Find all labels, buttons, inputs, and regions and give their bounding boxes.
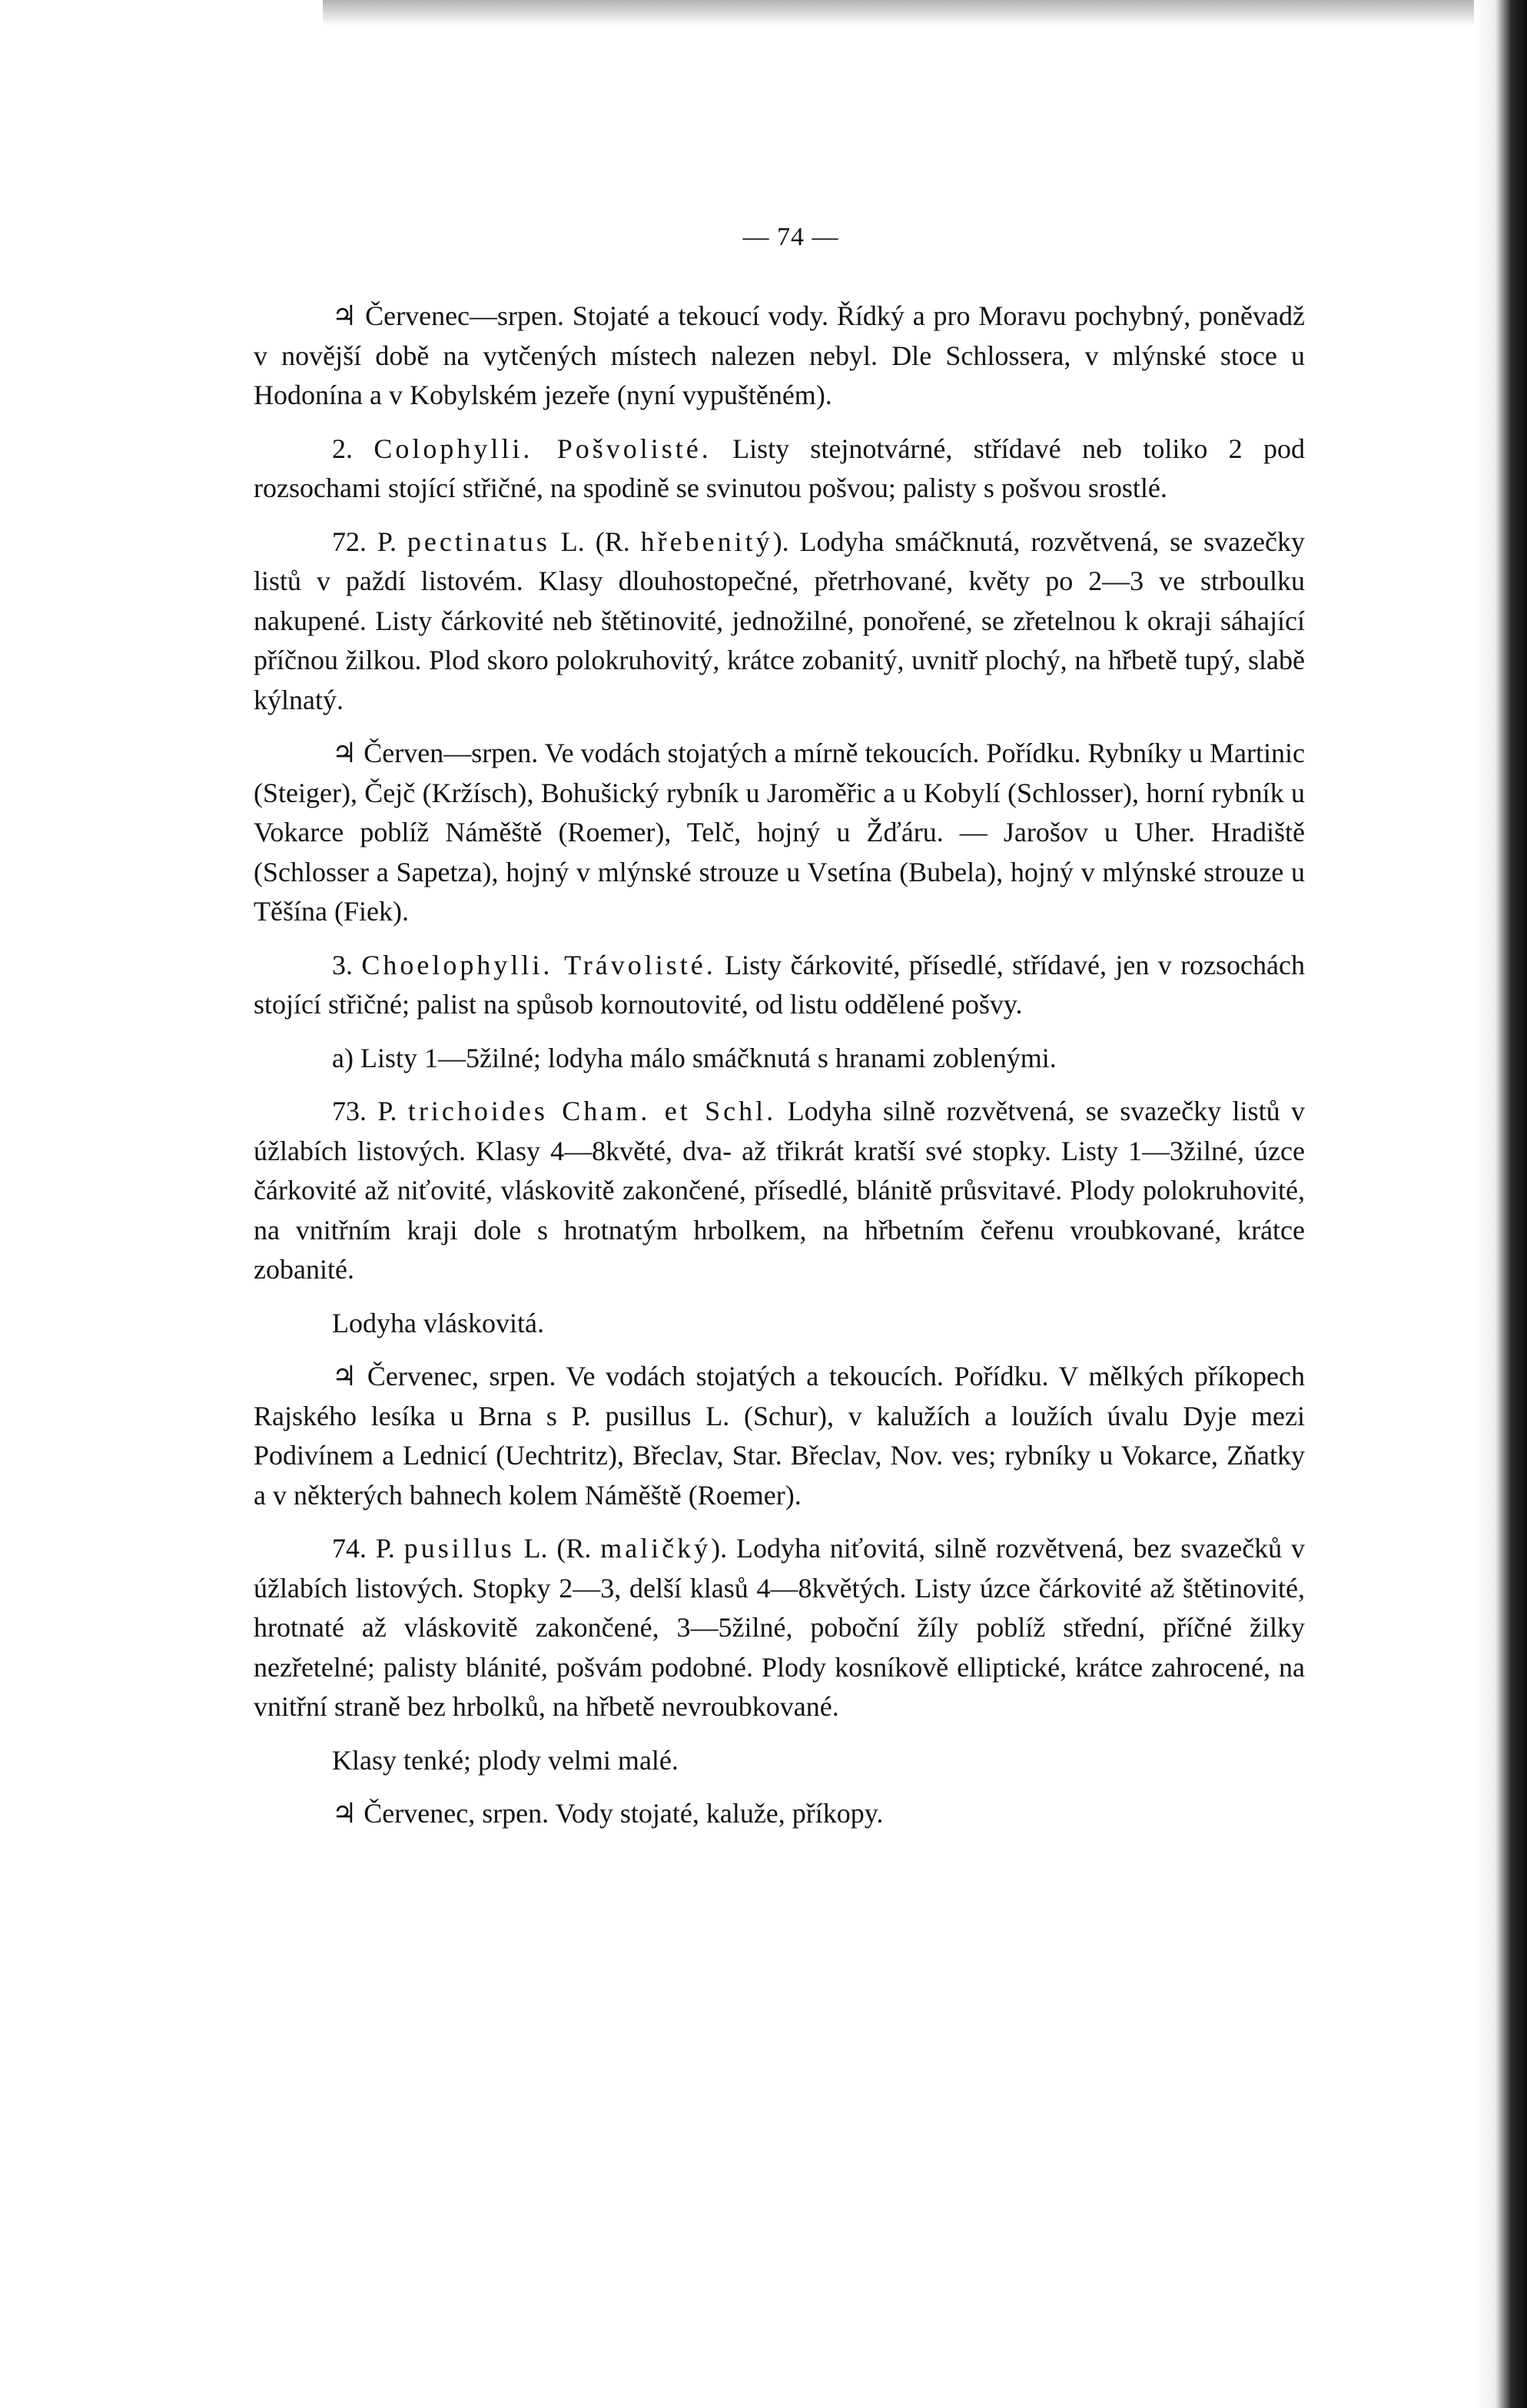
paragraph-choelophylli <box>254 946 1305 1025</box>
text-run: ). Lodyha niťovitá, silně rozvětvená, bez svazečků v úžlabích listových. Stopky 2—3, delší klasů 4—8květých. Listy úzce čárkovité až štětinovité, hrotnaté až vláskovitě zakončené, 3—5žilné, poboční žíly poblíž střední, příčné žilky nezřetelné; palisty blánité, pošvám podobné. Plody kosníkově elliptické, krátce zahrocené, na vnitřní straně bez hrbolků, na hřbetě nevroubkované. <box>254 1533 1306 1722</box>
page-number: — 74 — <box>742 223 839 251</box>
text-run: Klasy tenké; plody velmi malé. <box>332 1744 679 1776</box>
text-run: Lodyha vláskovitá. <box>332 1307 544 1338</box>
paragraph-localities-72 <box>254 734 1305 932</box>
text-run: Lodyha silně rozvětvená, se svazečky listů v úžlabích listových. Klasy 4—8květé, dva- až třikrát kratší své stopky. Listy 1—3žilné, úzce čárkovité až niťovité, vláskovitě zakončené, přísedlé, blánitě průsvitavé. Plody polokruhovité, na vnitřním kraji dole s hrotnatým hrbolkem, na hřbetním čeřenu vroubkované, krátce zobanité. <box>254 1096 1306 1285</box>
scan-top-shadow <box>323 0 1476 26</box>
text-run: ♃ Červenec—srpen. Stojaté a tekoucí vody. Řídký a pro Moravu pochybný, poněvadž v novější době na vytčených místech nalezen nebyl. Dle Schlossera, v mlýnské stoce u Hodonína a v Kobylském jezeře (nyní vypuštěném). <box>254 300 1305 410</box>
paragraph-species-73 <box>254 1092 1305 1290</box>
scan-binding-edge <box>1474 0 1527 2408</box>
species-name: trichoides Cham. et Schl. <box>407 1096 777 1126</box>
text-run: ♃ Červenec, srpen. Ve vodách stojatých a tekoucích. Pořídku. V mělkých příkopech Rajského lesíka u Brna s P. pusillus L. (Schur), v kalužích a loužích úvalu Dyje mezi Podivínem a Lednicí (Uechtritz), Břeclav, Star. Břeclav, Nov. ves; rybníky u Vokarce, Zňatky a v některých bahnech kolem Náměště (Roemer). <box>254 1361 1305 1511</box>
text-run: 74. P. <box>332 1533 404 1564</box>
text-run: ♃ Červen—srpen. Ve vodách stojatých a mírně tekoucích. Pořídku. Rybníky u Martinic (Steiger), Čejč (Kržísch), Bohušický rybník u Jaroměřic a u Kobylí (Schlosser), horní rybník u Vokarce poblíž Náměště (Roemer), Telč, hojný u Žďáru. — Jarošov u Uher. Hradiště (Schlosser a Sapetza), hojný v mlýnské strouze u Vsetína (Bubela), hojný v mlýnské strouze u Těšína (Fiek). <box>254 738 1305 927</box>
text-run: 3. <box>332 949 362 980</box>
vernacular-name: maličký <box>600 1533 712 1564</box>
paragraph-localities-73 <box>254 1357 1305 1515</box>
book-page <box>254 223 1305 1848</box>
group-name: Colophylli. Pošvolisté. <box>373 433 712 464</box>
paragraph-note-73 <box>254 1304 1305 1344</box>
paragraph-note-74 <box>254 1741 1305 1781</box>
text-run: ). Lodyha smáčknutá, rozvětvená, se svazečky listů v paždí listovém. Klasy dlouhostopečné, přetrhované, květy po 2—3 ve strboulku nakupené. Listy čárkovité neb štětinovité, jednožilné, ponořené, se zřetelnou k okraji sáhající příčnou žilkou. Plod skoro polokruhovitý, krátce zobanitý, uvnitř plochý, na hřbetě tupý, slabě kýlnatý. <box>254 526 1305 715</box>
text-run: L. (R. <box>514 1533 601 1564</box>
text-run: ♃ Červenec, srpen. Vody stojaté, kaluže, příkopy. <box>332 1798 884 1829</box>
species-name: pusillus <box>403 1533 515 1564</box>
text-run: 2. <box>332 433 374 464</box>
text-run: 73. P. <box>332 1096 408 1126</box>
text-run: Listy čárkovité, přísedlé, střídavé, jen v rozsochách stojící střičné; palist na spůsob kornoutovité, od listu oddělené pošvy. <box>254 949 1305 1020</box>
group-name: Choelophylli. Trávolisté. <box>361 949 716 980</box>
paragraph-flowering-74 <box>254 1794 1305 1834</box>
text-run: a) Listy 1—5žilné; lodyha málo smáčknutá s hranami zoblenými. <box>332 1042 1057 1073</box>
paragraph-species-74 <box>254 1529 1305 1727</box>
paragraph-colophylli <box>254 430 1305 509</box>
text-run: 72. P. <box>332 526 407 557</box>
paragraph-subgroup-a <box>254 1039 1305 1079</box>
vernacular-name: hřebenitý <box>640 526 773 557</box>
text-run: Listy stejnotvárné, střídavé neb toliko 2 pod rozsochami stojící střičné, na spodině se svinutou pošvou; palisty s pošvou srostlé. <box>254 433 1306 503</box>
species-name: pectinatus <box>407 526 550 557</box>
paragraph-flowering-1 <box>254 297 1305 416</box>
paragraph-species-72 <box>254 522 1305 721</box>
text-run: L. (R. <box>549 526 641 557</box>
